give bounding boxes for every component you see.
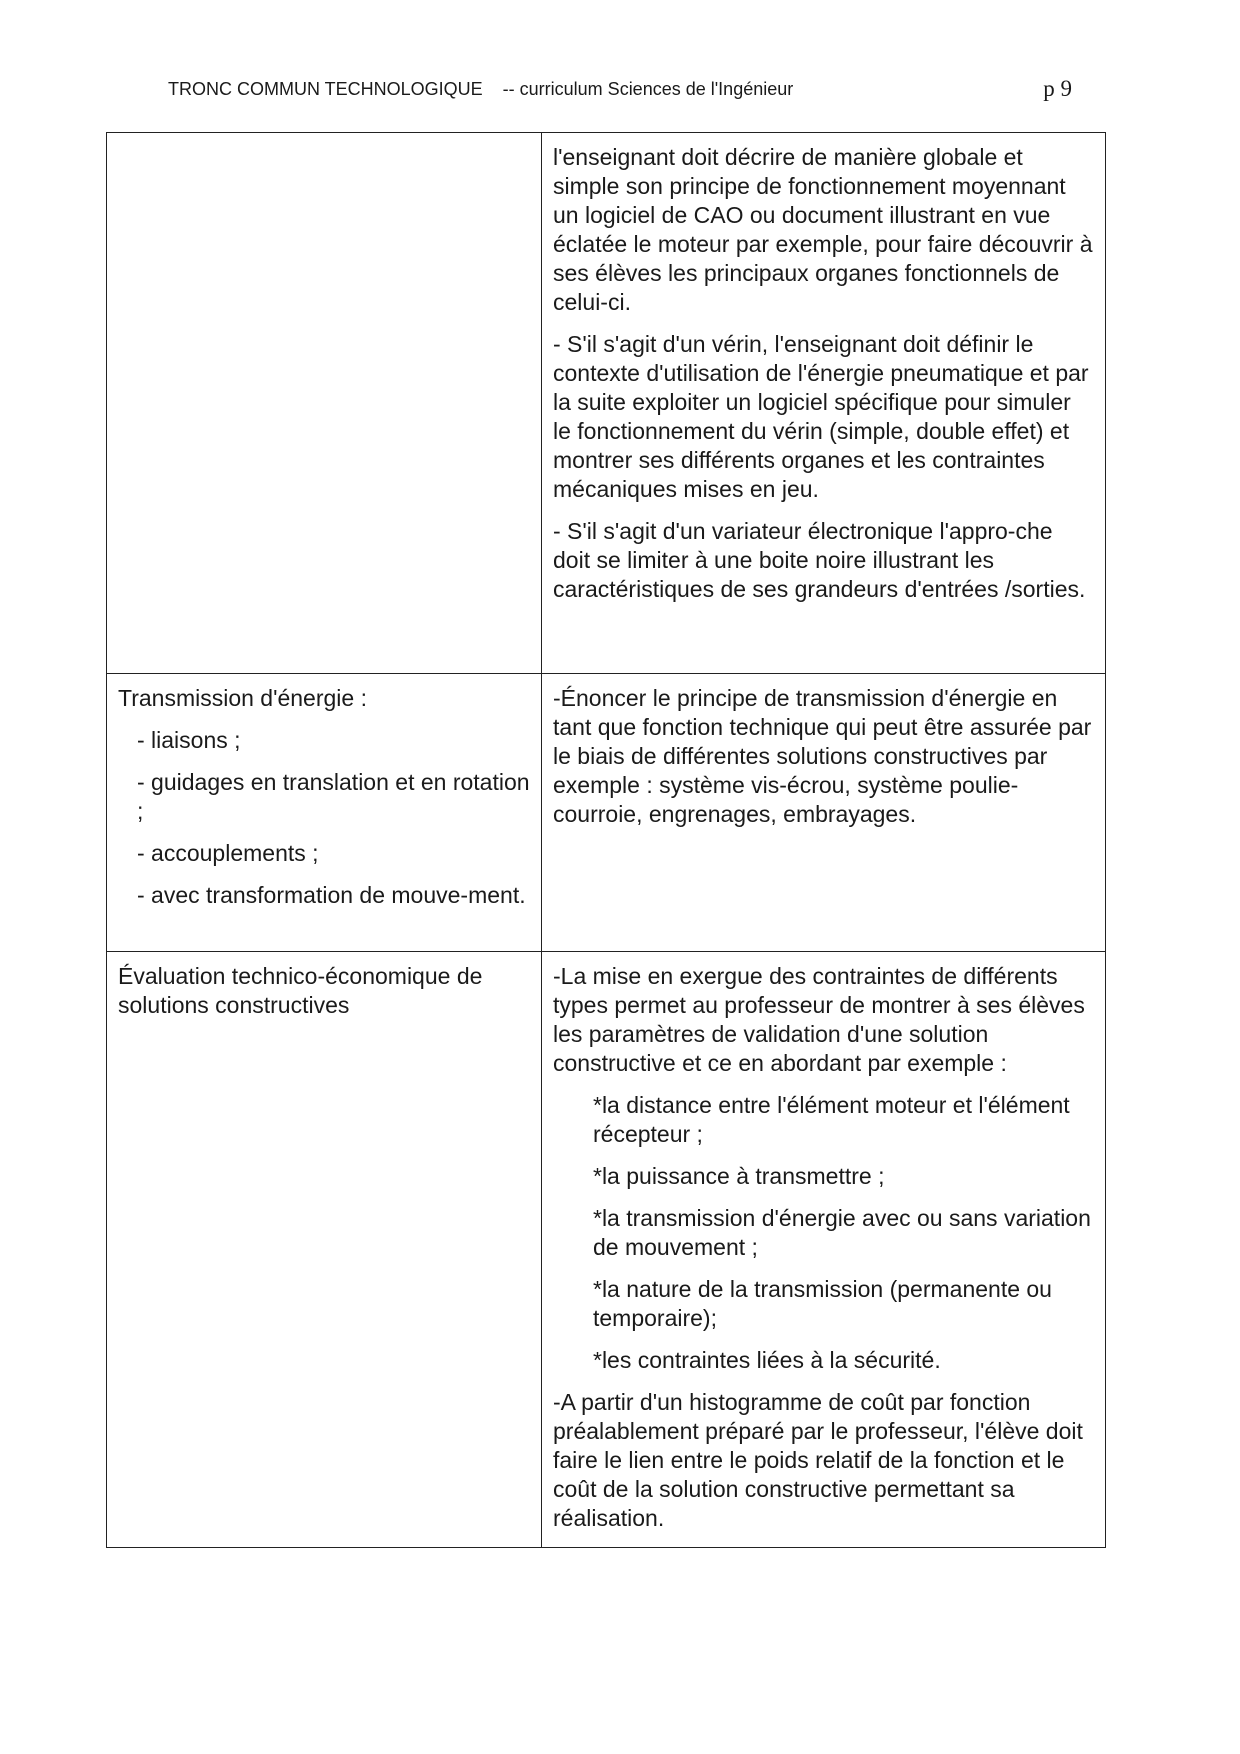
header-title: TRONC COMMUN TECHNOLOGIQUE -- curriculum Sciences de l'Ingénieur [168, 79, 794, 99]
guidance-cell [542, 674, 1106, 952]
topic-item: - avec transformation de mouve-ment. [137, 882, 526, 908]
guidance-bullet: *les contraintes liées à la sécurité. [593, 1347, 941, 1373]
topic-cell [107, 674, 542, 952]
topic-item: - guidages en translation et en rotation ; [137, 769, 530, 824]
guidance-bullet: *la distance entre l'élément moteur et l'élément récepteur ; [593, 1092, 1070, 1147]
page-header [168, 76, 1080, 106]
guidance-cell [542, 952, 1106, 1548]
guidance-cell [542, 133, 1106, 674]
page-number: p 9 [1043, 76, 1072, 101]
topic-item: - liaisons ; [137, 727, 241, 753]
topic-cell-empty [107, 133, 542, 674]
guidance-paragraph: l'enseignant doit décrire de manière globale et simple son principe de fonctionnement moyennant un logiciel de CAO ou document illustrant en vue éclatée le moteur par exemple, pour faire découvrir à ses élèves les principaux organes fonctionnels de celui-ci. [553, 144, 1093, 315]
curriculum-table [106, 132, 1106, 1548]
topic-title: Évaluation technico-économique de solutions constructives [118, 963, 483, 1018]
topic-cell [107, 952, 542, 1548]
guidance-bullet: *la transmission d'énergie avec ou sans variation de mouvement ; [593, 1205, 1091, 1260]
topic-item: - accouplements ; [137, 840, 319, 866]
guidance-paragraph: -Énoncer le principe de transmission d'énergie en tant que fonction technique qui peut être assurée par le biais de différentes solutions constructives par exemple : système vis-écrou, système poulie-courroie, engrenages, embrayages. [553, 685, 1092, 827]
guidance-outro: -A partir d'un histogramme de coût par fonction préalablement préparé par le professeur, l'élève doit faire le lien entre le poids relatif de la fonction et le coût de la solution constructive permettant sa réalisation. [553, 1389, 1083, 1531]
table-row [107, 952, 1106, 1548]
table-row [107, 674, 1106, 952]
guidance-paragraph: - S'il s'agit d'un variateur électronique l'appro-che doit se limiter à une boite noire illustrant les caractéristiques de ses grandeurs d'entrées /sorties. [553, 518, 1086, 602]
guidance-intro: -La mise en exergue des contraintes de différents types permet au professeur de montrer à ses élèves les paramètres de validation d'une solution constructive et ce en abordant par exemple : [553, 963, 1085, 1076]
topic-title: Transmission d'énergie : [118, 685, 367, 711]
table-row [107, 133, 1106, 674]
guidance-bullet: *la nature de la transmission (permanente ou temporaire); [593, 1276, 1052, 1331]
guidance-paragraph: - S'il s'agit d'un vérin, l'enseignant doit définir le contexte d'utilisation de l'énergie pneumatique et par la suite exploiter un logiciel spécifique pour simuler le fonctionnement du vérin (simple, double effet) et montrer ses différents organes et les contraintes mécaniques mises en jeu. [553, 331, 1089, 502]
guidance-bullet: *la puissance à transmettre ; [593, 1163, 885, 1189]
